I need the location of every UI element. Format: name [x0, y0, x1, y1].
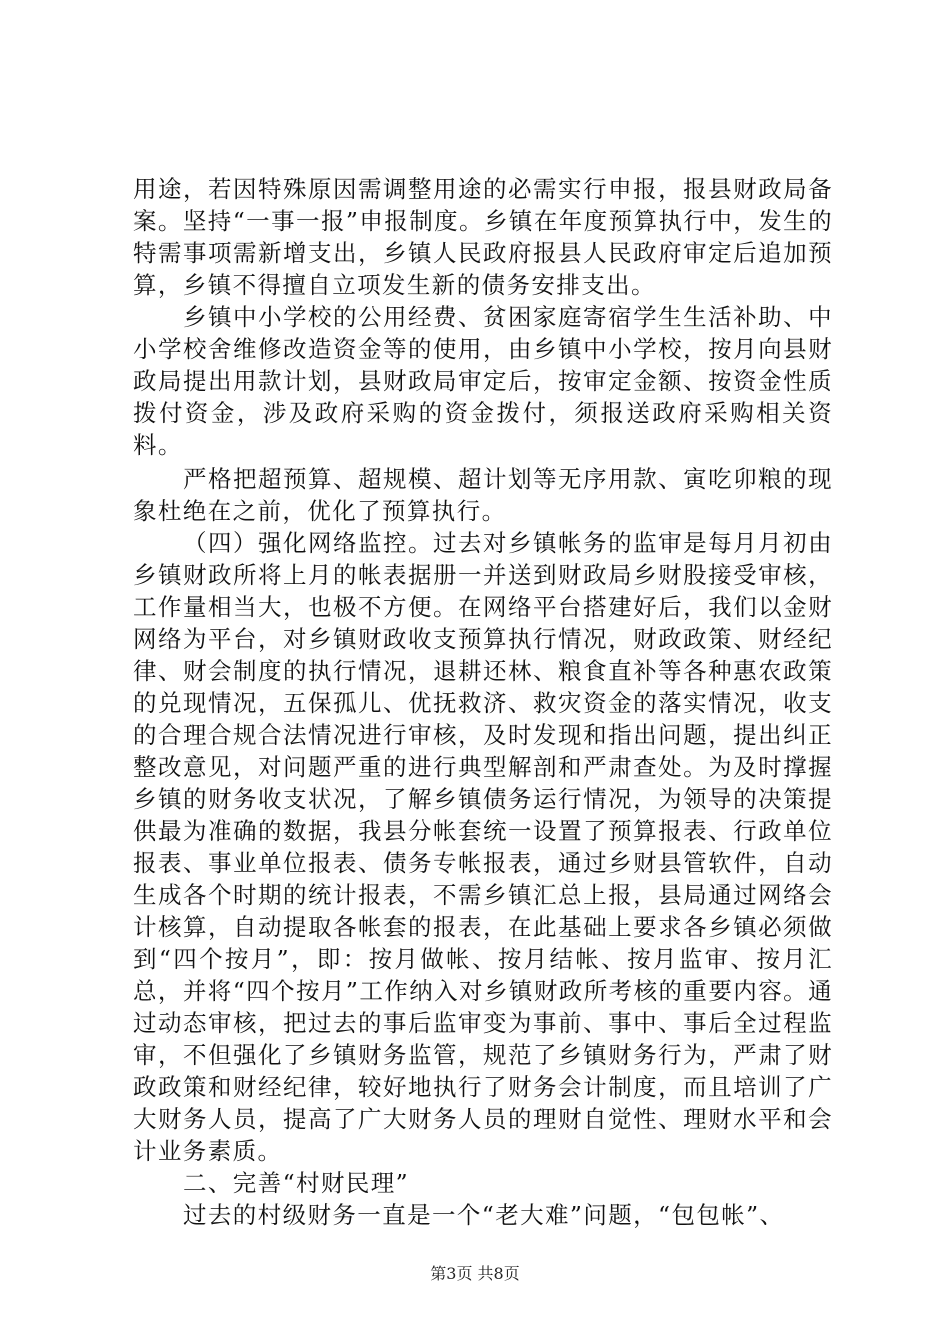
document-body: [133, 173, 833, 1231]
paragraph-budget-usage: 用途，若因特殊原因需调整用途的必需实行申报，报县财政局备案。坚持“一事一报”申报制度。乡镇在年度预算执行中，发生的特需事项需新增支出，乡镇人民政府报县人民政府审定后追加预算，乡镇不得擅自立项发生新的债务安排支出。: [133, 175, 833, 299]
paragraph-school-funds: 乡镇中小学校的公用经费、贫困家庭寄宿学生生活补助、中小学校舍维修改造资金等的使用，由乡镇中小学校，按月向县财政局提出用款计划，县财政局审定后，按审定金额、按资金性质拨付资金，涉及政府采购的资金拨付，须报送政府采购相关资料。: [133, 303, 833, 459]
section-heading-village-finance: 二、完善“村财民理”: [183, 1169, 410, 1197]
page-number-footer: 第3页 共8页: [430, 1264, 520, 1283]
paragraph-strict-budget: 严格把超预算、超规模、超计划等无序用款、寅吃卯粮的现象杜绝在之前，优化了预算执行。: [133, 465, 833, 525]
paragraph-village-finance: 过去的村级财务一直是一个“老大难”问题，“包包帐”、: [183, 1201, 785, 1229]
paragraph-network-monitoring: （四）强化网络监控。过去对乡镇帐务的监审是每月月初由乡镇财政所将上月的帐表据册一并送到财政局乡财股接受审核，工作量相当大，也极不方便。在网络平台搭建好后，我们以金财网络为平台，对乡镇财政收支预算执行情况，财政政策、财经纪律、财会制度的执行情况，退耕还林、粮食直补等各种惠农政策的兑现情况，五保孤儿、优抚救济、救灾资金的落实情况，收支的合理合规合法情况进行审核，及时发现和指出问题，提出纠正整改意见，对问题严重的进行典型解剖和严肃查处。为及时撑握乡镇的财务收支状况，了解乡镇债务运行情况，为领导的决策提供最为准确的数据，我县分帐套统一设置了预算报表、行政单位报表、事业单位报表、债务专帐报表，通过乡财县管软件，自动生成各个时期的统计报表，不需乡镇汇总上报，县局通过网络会计核算，自动提取各帐套的报表，在此基础上要求各乡镇必须做到“四个按月”，即：按月做帐、按月结帐、按月监审、按月汇总，并将“四个按月”工作纳入对乡镇财政所考核的重要内容。通过动态审核，把过去的事后监审变为事前、事中、事后全过程监审，不但强化了乡镇财务监管，规范了乡镇财务行为，严肃了财政政策和财经纪律，较好地执行了财务会计制度，而且培训了广大财务人员，提高了广大财务人员的理财自觉性、理财水平和会计业务素质。: [133, 529, 833, 1165]
